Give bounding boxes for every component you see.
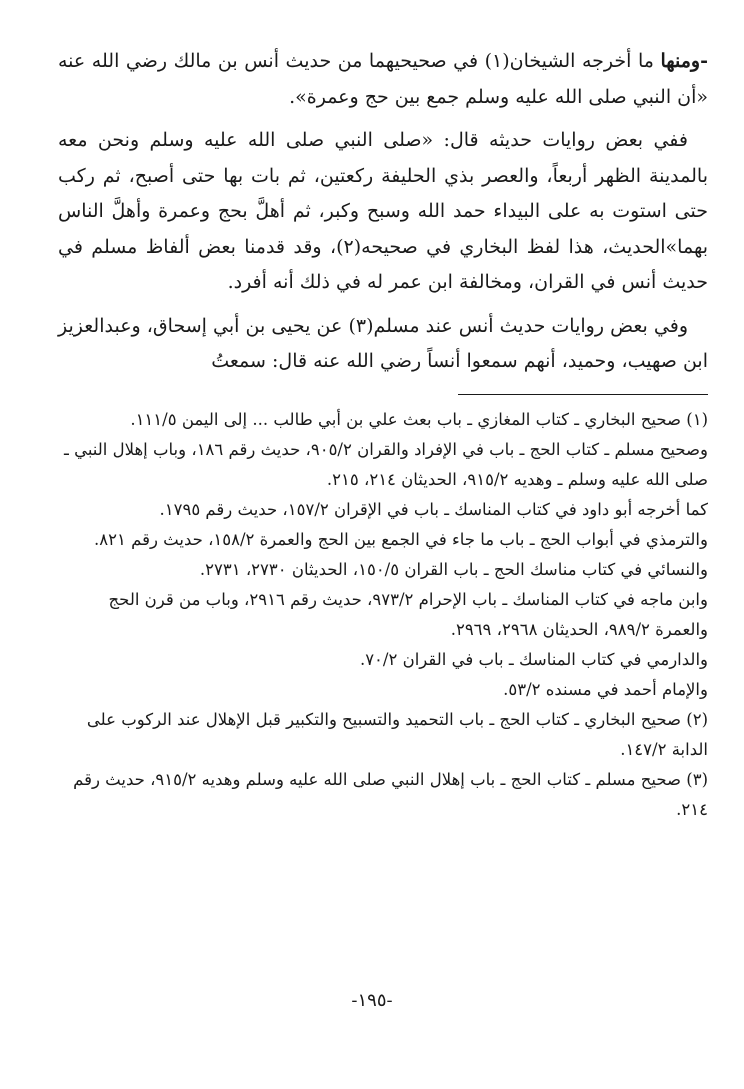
footnotes — [58, 405, 708, 825]
paragraph-1-lead: -ومنها — [660, 50, 708, 72]
footnote-1-line-2: وصحيح مسلم ـ كتاب الحج ـ باب في الإفراد والقران ٩٠٥/٢، حديث رقم ١٨٦، وباب إهلال النبي ـ صلى الله عليه وسلم ـ وهديه ٩١٥/٢، الحديثان ٢١٤، ٢١٥. — [63, 439, 708, 489]
footnote-1-line-4: والترمذي في أبواب الحج ـ باب ما جاء في الجمع بين الحج والعمرة ١٥٨/٢، حديث رقم ٨٢١. — [94, 529, 708, 549]
footnote-1-line-7: والدارمي في كتاب المناسك ـ باب في القران ٧٠/٢. — [359, 649, 708, 669]
paragraph-1-text: ما أخرجه الشيخان(١) في صحيحيهما من حديث أنس بن مالك رضي الله عنه «أن النبي صلى الله عليه وسلم جمع بين حج وعمرة». — [58, 50, 708, 108]
footnote-2: (٢) صحيح البخاري ـ كتاب الحج ـ باب التحميد والتسبيح والتكبير قبل الإهلال عند الركوب على الدابة ١٤٧/٢. — [86, 709, 708, 759]
footnote-1-line-8: والإمام أحمد في مسنده ٥٣/٢. — [503, 679, 708, 699]
footnote-1-line-5: والنسائي في كتاب مناسك الحج ـ باب القران ١٥٠/٥، الحديثان ٢٧٣٠، ٢٧٣١. — [199, 559, 708, 579]
footnote-1-line-3: كما أخرجه أبو داود في كتاب المناسك ـ باب في الإقران ١٥٧/٢، حديث رقم ١٧٩٥. — [159, 499, 708, 519]
paragraph-2: ففي بعض روايات حديثه قال: «صلى النبي صلى الله عليه وسلم ونحن معه بالمدينة الظهر أربعاً، والعصر بذي الحليفة ركعتين، ثم بات بها حتى أصبح، ثم ركب حتى استوت به على البيداء حمد الله وسبح وكبر، ثم أهلَّ بحج وعمرة وأهلَّ الناس بهما»الحديث، هذا لفظ البخاري في صحيحه(٢)، وقد قدمنا بعض ألفاظ مسلم في حديث أنس في القران، ومخالفة ابن عمر له في ذلك أنه أفرد. — [58, 129, 708, 293]
footnote-3: (٣) صحيح مسلم ـ كتاب الحج ـ باب إهلال النبي صلى الله عليه وسلم وهديه ٩١٥/٢، حديث رقم ٢١٤. — [73, 769, 708, 819]
page-number: -١٩٥- — [351, 990, 393, 1011]
page-body — [58, 44, 708, 825]
paragraph-3: وفي بعض روايات حديث أنس عند مسلم(٣) عن يحيى بن أبي إسحاق، وعبدالعزيز ابن صهيب، وحميد، أنهم سمعوا أنساً رضي الله عنه قال: سمعتُ — [58, 314, 708, 372]
footnote-1-line-6: وابن ماجه في كتاب المناسك ـ باب الإحرام ٩٧٣/٢، حديث رقم ٢٩١٦، وباب من قرن الحج والعمرة ٩٨٩/٢، الحديثان ٢٩٦٨، ٢٩٦٩. — [108, 589, 708, 639]
footnote-separator — [458, 394, 708, 395]
paragraph-1 — [58, 44, 708, 115]
main-text — [58, 44, 708, 380]
footnote-1: (١) صحيح البخاري ـ كتاب المغازي ـ باب بعث علي بن أبي طالب ... إلى اليمن ١١١/٥. — [130, 409, 708, 429]
